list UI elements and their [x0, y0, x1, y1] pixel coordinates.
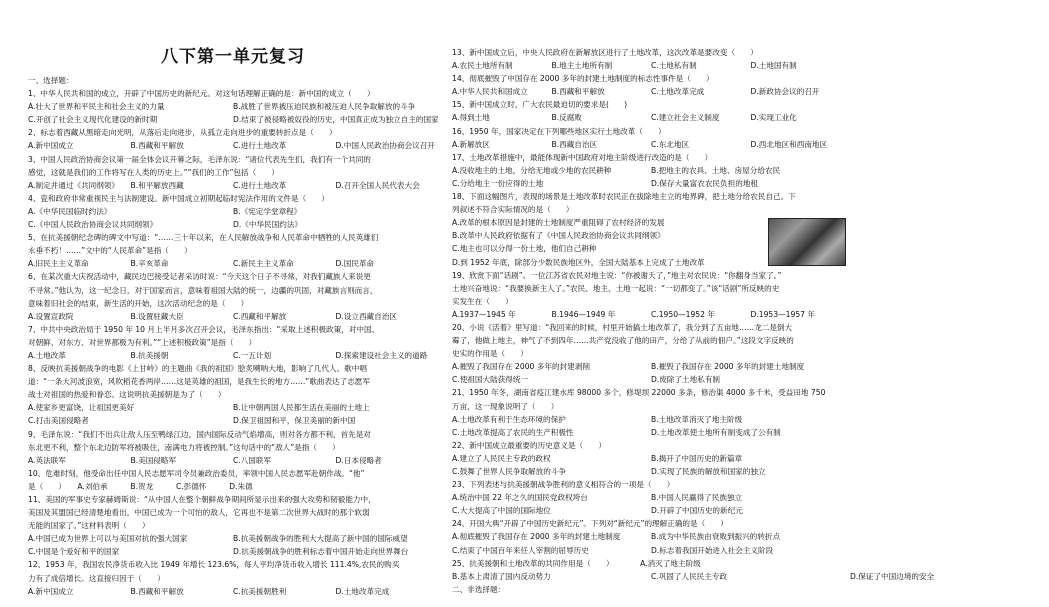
- question-text: 11、美国的军事史专家赫姆斯说：“从中国人在整个朝鲜战争期间所显示出来的强大攻势和韧毅能力中，: [28, 495, 376, 504]
- answer-option: B.西藏和平解放: [130, 586, 184, 596]
- answer-option: B.《宪定学堂章程》: [233, 206, 302, 216]
- answer-option: D.土地国有制: [750, 61, 797, 71]
- answer-option: A.制定并通过《共同纲领》: [28, 180, 120, 190]
- question-text: 25、抗美援朝和土地改革的共同作用是（ ） A.消灭了地主阶级: [452, 558, 701, 568]
- answer-option: B.让中朝两国人民都生活在美丽的土地上: [233, 403, 370, 413]
- answer-option: B.摧毁了我国存在 2000 多年的封建土地制度: [651, 362, 805, 372]
- answer-option: A.彻底摧毁了我国存在 2000 多年的封建土地制度: [452, 532, 621, 542]
- answer-option: B.战胜了世界被压迫民族和被压迫人民争取解放的斗争: [233, 102, 416, 112]
- answer-options: [28, 205, 438, 218]
- answer-options: [28, 257, 438, 270]
- answer-option: D.结束了被侵略被奴役的历史，中国真正成为独立自主的国家: [233, 115, 439, 125]
- answer-option: C.开创了社会主义现代化建设的新时期: [28, 115, 158, 125]
- answer-options: [452, 504, 850, 517]
- answer-option: D.土地改革完成: [335, 586, 390, 596]
- answer-options: [28, 414, 438, 427]
- question-text: 力有了成倍增长。这直接归因于（ ）: [28, 573, 165, 583]
- answer-option: D.日本侵略者: [335, 455, 382, 465]
- question-text: B.改革中人民政府依据有了《中国人民政治协商会议共同纲领》: [452, 231, 665, 241]
- question-text: 霉了，他做上地主，神气了不到四年……共产党没收了他的田产，分给了从前的佃户。”这段文字反映的: [452, 336, 794, 346]
- question-text: 万亩，这一现象说明了（ ）: [452, 401, 559, 411]
- answer-options: [452, 85, 850, 98]
- answer-option: D.开辟了中国历史的新纪元: [651, 506, 743, 516]
- answer-option: D.召开全国人民代表大会: [335, 180, 420, 190]
- answer-option: D.设立西藏自治区: [335, 311, 397, 321]
- answer-option: D.废除了土地私有制: [651, 375, 721, 385]
- question-text: 5、在抗美援朝纪念碑的碑文中写道：“……三十年以来，在人民解放战争和人民革命中牺牲的人民英雄们: [28, 233, 379, 243]
- question-text: 21、1950 年冬，湖南省疫江建水库 98000 多个，修堤坝 22000 多条，修治渠 4000 多千米，受益田地 750: [452, 388, 826, 398]
- answer-option: B.抗美援朝战争的胜利大大提高了新中国的国际威望: [233, 534, 408, 544]
- answer-option: D.《中华民国约法》: [233, 220, 303, 230]
- question-text: 12、1953 年，我国农民净货币收入比 1949 年增长 123.6%，每人平均净货币收入增长 111.4%,农民的购买: [28, 560, 400, 570]
- answer-options: [452, 570, 935, 583]
- question-text: 2、标志着西藏从黑暗走向光明，从落后走向进步，从孤立走向进步的重要转折点是（ ）: [28, 128, 337, 138]
- answer-options: [28, 310, 438, 323]
- answer-option: D.抗美援朝战争的胜利标志着中国开始走向世界舞台: [233, 547, 409, 557]
- right-column: [452, 46, 935, 596]
- answer-options: [28, 585, 438, 598]
- answer-option: A.建立了人民民主专政的政权: [452, 453, 551, 463]
- answer-option: B.设置驻藏大臣: [130, 311, 184, 321]
- answer-option: C.中国是个爱好和平的国家: [28, 547, 120, 557]
- answer-options: [28, 139, 438, 152]
- answer-options: [452, 491, 850, 504]
- answer-options: [452, 530, 850, 543]
- answer-option: B.中国人民赢得了民族独立: [651, 493, 743, 503]
- question-text: 24、开国大典“开辟了中国历史新纪元”。下列对“新纪元”的理解正确的是（ ）: [452, 519, 728, 529]
- answer-options: [452, 373, 850, 386]
- question-text: 10、危难时刻，他受命出任中国人民志愿军司令员兼政治委员，率领中国人民志愿军赴朝作战。“他”: [28, 468, 365, 478]
- answer-options: [452, 59, 850, 72]
- question-text: 史实的作用是（ ）: [452, 349, 528, 359]
- answer-options: [452, 177, 850, 190]
- answer-options: [452, 360, 850, 373]
- question-text: 6、在某次重大庆祝活动中，藏民边巴接受记者采访时说：“今天这个日子不寻常，对我们藏族人来说更: [28, 272, 371, 282]
- answer-option: B.美国侵略军: [130, 455, 177, 465]
- answer-options: [452, 465, 850, 478]
- answer-option: A.设置宣政院: [28, 311, 74, 321]
- answer-options: [452, 426, 850, 439]
- answer-option: A.新解放区: [452, 139, 490, 149]
- answer-options: [28, 179, 438, 192]
- answer-option: C.鼓舞了世界人民争取解放的斗争: [452, 467, 567, 476]
- answer-option: C.东北地区: [651, 139, 690, 149]
- answer-option: D.保存大量富农农民负担的地租: [651, 178, 758, 188]
- section-heading: 一、选择题：: [28, 76, 74, 85]
- answer-option: A.《中华民国临时约法》: [28, 206, 112, 216]
- question-text: 无能的国家了。”这材料表明（ ）: [28, 521, 150, 531]
- answer-options: [28, 454, 438, 467]
- answer-option: C.分给地主一份应得的土地: [452, 178, 544, 188]
- question-text: 20、小说《活着》里写道：“我回来的时候，村里开始搞土地改革了，我分到了五亩地……龙二是倒大: [452, 322, 793, 332]
- answer-option: B.西藏和平解放: [130, 141, 184, 151]
- answer-option: C.进行土地改革: [233, 180, 287, 190]
- answer-options: [452, 138, 850, 151]
- answer-option: C.巩固了人民民主专政: [651, 571, 728, 581]
- answer-option: B.西藏和平解放: [551, 87, 605, 97]
- question-text: 15、新中国成立时，广大农民最迫切的要求是( ): [452, 100, 628, 110]
- answer-option: B.反腐败: [551, 113, 582, 123]
- answer-option: B.和平解放西藏: [130, 180, 184, 190]
- answer-options: [28, 349, 438, 362]
- answer-options: [452, 452, 850, 465]
- answer-option: A.使家乡更富饶，让祖国更美好: [28, 403, 135, 413]
- answer-option: A.没收地主的土地，分给无地或少地的农民耕种: [452, 165, 612, 175]
- question-text: 22、新中国成立最重要的历史意义是（ ）: [452, 440, 606, 450]
- answer-option: D.实现工业化: [750, 113, 797, 123]
- answer-option: B.把地主的农具、土地、房屋分给农民: [651, 165, 781, 175]
- answer-option: A.新中国成立: [28, 141, 74, 151]
- section-heading: 二、非选择题：: [452, 584, 506, 594]
- answer-option: B.土地改革消灭了地主阶级: [651, 414, 743, 424]
- answer-option: C.土地改革完成: [651, 87, 705, 97]
- answer-option: D.国民革命: [335, 259, 375, 269]
- answer-option: A.壮大了世界和平民主和社会主义的力量: [28, 102, 165, 112]
- answer-options: [452, 164, 850, 177]
- answer-option: C.打击美国侵略者: [28, 416, 89, 426]
- answer-options: [28, 545, 438, 558]
- question-text: 3、中国人民政治协商会议第一届全体会议开幕之际，毛泽东说：“诸位代表先生们，我们有一个共同的: [28, 154, 371, 164]
- question-text: 道：“一条大河波浪宽，风吹稻花香两岸……这是英雄的祖国，是我生长的地方……”歌曲表达了志愿军: [28, 377, 370, 387]
- question-text: 感觉，这就是我们的工作将写在人类的历史上。”“我们的工作”包括（ ）: [28, 167, 279, 177]
- question-text: 实发生在（ ）: [452, 296, 513, 306]
- answer-option: D.实现了民族的解放和国家的独立: [651, 467, 766, 476]
- answer-options: [28, 100, 438, 113]
- question-text: 列叙述不符合实际情况的是（ ）: [452, 205, 574, 215]
- answer-option: D.土地改革使土地所有制变成了公有制: [651, 427, 781, 437]
- question-text: 14、彻底摧毁了中国存在 2000 多年的封建土地制度的标志性事件是（ ）: [452, 74, 714, 84]
- answer-option: C.《中国人民政治协商会议共同纲领》: [28, 220, 158, 230]
- answer-option: D.新政协会议的召开: [750, 87, 820, 97]
- answer-option: A.中国已成为世界上可以与美国对抗的强大国家: [28, 534, 188, 544]
- question-text: 4、瓷和政府非常重视民主与法制建设。新中国成立初期起临时宪法作用的文件是（ ）: [28, 193, 329, 203]
- answer-option: A.土地改革: [28, 350, 66, 360]
- answer-option: C.西藏和平解放: [233, 311, 287, 321]
- land-reform-photo: [768, 218, 846, 266]
- answer-option: C.一五计划: [233, 350, 272, 360]
- answer-option: A.摧毁了我国存在 2000 多年的封建剥削: [452, 362, 590, 372]
- answer-options: [452, 413, 850, 426]
- answer-option: A.英法联军: [28, 455, 66, 465]
- page-title: 八下第一单元复习: [161, 47, 305, 67]
- answer-option: A.土地改革有利于生态环境的保护: [452, 414, 566, 424]
- answer-option: B.1946—1949 年: [551, 309, 616, 319]
- question-text: 19、欣赏下面“话剧”。一位江苏省农民对地主说：“你被谢夭了，”地主对农民说：“你翻身当家了。”: [452, 270, 782, 280]
- question-text: 17、土地改革措施中，最能体现新中国政府对地主阶级进行改造的是（ ）: [452, 152, 713, 162]
- answer-option: C.土地私有制: [651, 61, 697, 71]
- answer-option: B.成为中华民族由衰败到振兴的转折点: [651, 532, 781, 542]
- answer-option: D.保证了中国边境的安全: [850, 571, 935, 581]
- answer-option: A.农民土地所有制: [452, 61, 513, 71]
- answer-option: B.西藏自治区: [551, 139, 598, 149]
- answer-option: A.新中国成立: [28, 586, 74, 596]
- answer-option: C.使祖国大陆获得统一: [452, 375, 529, 385]
- question-text: 美国及其盟国已经清楚地看出，中国已成为一个可怕的敌人，它再也不是第二次世界大战时的那个软弱: [28, 508, 370, 518]
- answer-option: A.旧民主主义革命: [28, 259, 89, 269]
- answer-option: A.统治中国 22 年之久的国民党政权垮台: [452, 493, 588, 503]
- answer-option: D.探索建设社会主义的道路: [335, 350, 428, 360]
- question-text: 对朝鲜、对东方、对世界都极为有利。”“上述积极政策”是指（ ）: [28, 337, 257, 347]
- answer-option: D.西北地区和西南地区: [750, 139, 828, 149]
- answer-option: C.大大提高了中国的国际地位: [452, 506, 551, 516]
- answer-option: B.抗美援朝: [130, 350, 169, 360]
- question-text: 13、新中国成立后，中央人民政府在新解放区进行了土地改革，这次改革是要改变（ ）: [452, 48, 758, 57]
- answer-option: D.标志着我国开始进入社会主义阶段: [651, 545, 774, 555]
- answer-options: [28, 218, 438, 231]
- answer-option: A.中华人民共和国成立: [452, 87, 528, 97]
- answer-option: C.八国联军: [233, 455, 272, 465]
- question-text: 1、中华人民共和国的成立，开辟了中国历史的新纪元。对这句话理解正确的是：新中国的成立（ ）: [28, 89, 375, 99]
- question-text: A.改革的根本原因是封建的土地制度严重阻碍了农村经济的发展: [452, 218, 665, 228]
- answer-options: [28, 113, 438, 126]
- answer-options: [452, 308, 850, 321]
- answer-option: B.地主土地所有制: [551, 61, 613, 71]
- question-text: 7、中共中央政治局于 1950 年 10 月上半月多次召开会议，毛泽东指出：“采取上述积极政策，对中国、: [28, 324, 380, 334]
- left-column: [28, 74, 438, 598]
- answer-options: [28, 401, 438, 414]
- question-text: 8、反映抗美援朝战争的电影《上甘岭》的主题曲《我的祖国》脍炙嗍呐大地，影响了几代人。歌中唱: [28, 364, 367, 374]
- question-text: 东北更不利，整个东北边防军将被吸住，南满电力将被控制。”这句话中的“敌人”是指（ ）: [28, 442, 340, 452]
- answer-option: D.中国人民政治协商会议召开: [335, 141, 435, 151]
- answer-options: [452, 544, 850, 557]
- answer-option: C.进行土地改革: [233, 141, 287, 151]
- answer-option: C.土地改革提高了农民的生产积极性: [452, 427, 574, 437]
- question-text: 战士对祖国的热爱和眷恋。这说明抗美援朝是为了（ ）: [28, 390, 226, 400]
- question-text: 永垂不朽！……”文中的“人民革命”是指（ ）: [28, 246, 192, 256]
- answer-option: D.1953—1957 年: [750, 309, 816, 319]
- question-text: C.地主也可以分得一份土地，他们自己耕种: [452, 244, 597, 254]
- question-text: 不寻常。”他认为，这一纪念日，对于国家而言，意味着祖国大陆的统一，边疆的巩固，对藏族言则而言，: [28, 285, 378, 295]
- question-text: 16、1950 年，国家决定在下列哪些地区实行土地改革（ ）: [452, 126, 666, 136]
- answer-option: A.1937—1945 年: [452, 309, 516, 319]
- answer-option: B.辛亥革命: [130, 259, 169, 269]
- question-text: 23、下列表述与抗美援朝战争胜利的意义相符合的一项是（ ）: [452, 480, 675, 490]
- answer-option: B.揭开了中国历史的新篇章: [651, 453, 743, 463]
- answer-options: [28, 532, 438, 545]
- answer-option: C.建立社会主义制度: [651, 113, 720, 123]
- question-text: 土地兴奋地说：“我要换新主人了。”农民、地主、土地一起说：“一切都变了。”该“话剧”所反映的史: [452, 283, 780, 293]
- question-text: 9、毛泽东说：“我们不出兵让敌人压至鸭绿江边，国内国际反动气焰增高，则对各方都不利，首先是对: [28, 429, 371, 439]
- answer-option: C.1950—1952 年: [651, 309, 715, 319]
- question-text: D.到 1952 年底，除部分少数民族地区外，全国大陆基本上完成了土地改革: [452, 257, 705, 267]
- answer-option: A.得到土地: [452, 113, 490, 123]
- answer-option: C.结束了中国百年来任人宰割的屈辱历史: [452, 545, 589, 555]
- answer-option: B.基本上肃清了国内反动势力: [452, 571, 551, 581]
- answer-option: D.保卫祖国和平，保卫美丽的新中国: [233, 416, 356, 426]
- question-text: 意味着旧社会的结束，新生活的开始，这次活动纪念的是（ ）: [28, 298, 249, 308]
- question-text: 18、下面这幅图片，表现的场景是土地改革时农民正在拔除地主立的地界碑，把土地分给农民自己。下: [452, 192, 796, 202]
- answer-option: C.新民主主义革命: [233, 259, 294, 269]
- answer-option: C.抗美援朝胜利: [233, 586, 287, 596]
- answer-options: [452, 111, 850, 124]
- question-text: 是（ ） A.刘伯承 B.贺龙 C.彭德怀 D.朱德: [28, 481, 253, 491]
